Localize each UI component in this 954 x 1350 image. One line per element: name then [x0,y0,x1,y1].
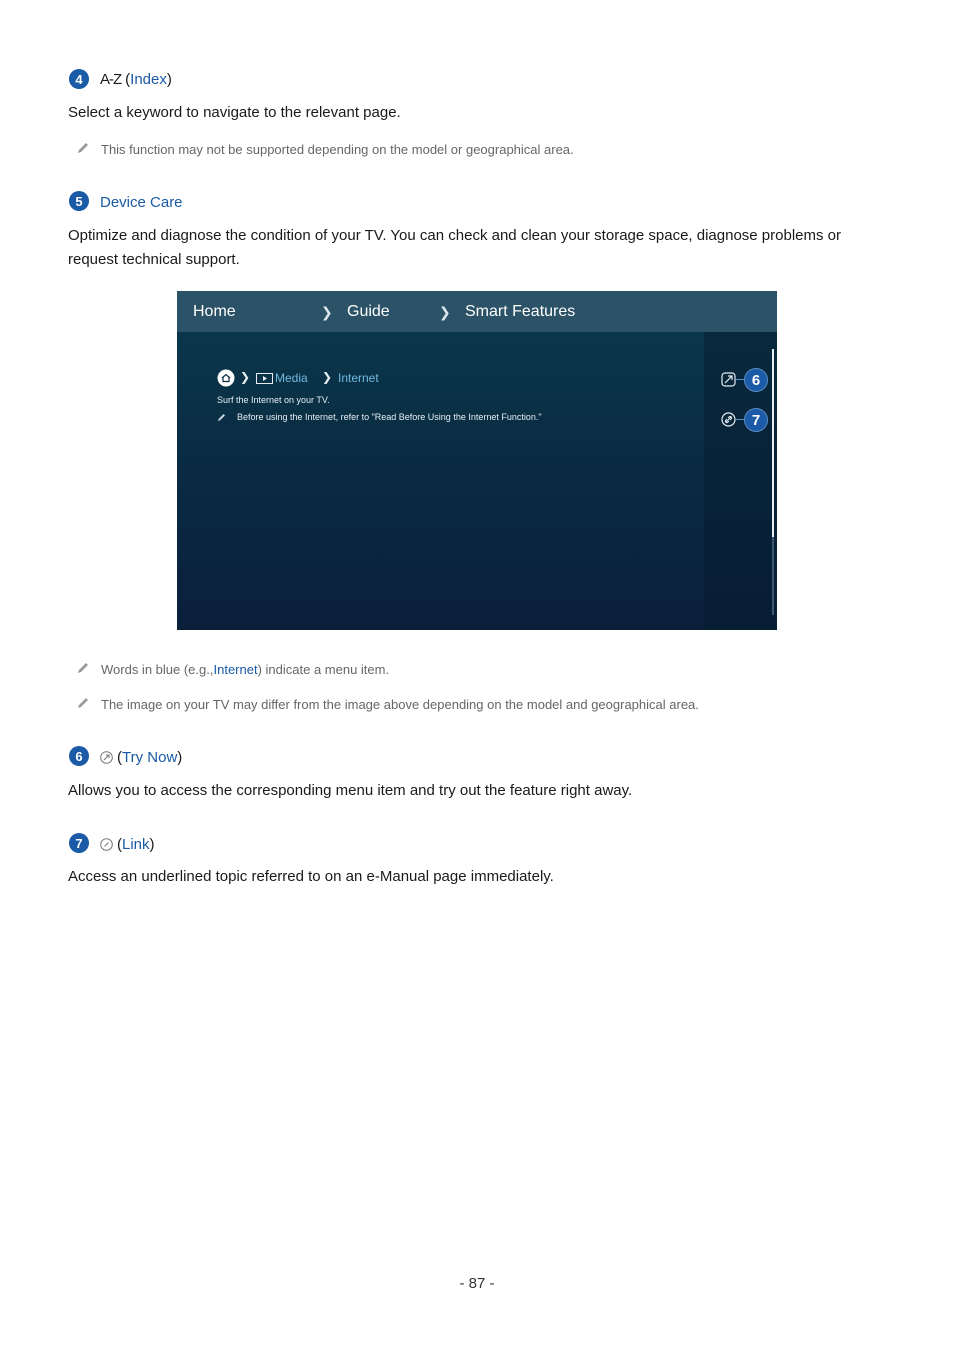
section-5-heading [100,194,183,211]
section-6-description: Allows you to access the corresponding menu item and try out the feature right away. [68,782,633,799]
media-icon [256,373,273,384]
section-7-description: Access an underlined topic referred to on an e-Manual page immediately. [68,868,554,885]
section-4-description: Select a keyword to navigate to the relevant page. [68,104,401,121]
tv-nav-guide[interactable]: Guide [347,303,390,320]
breadcrumb-media[interactable]: Media [275,371,308,385]
blue-words-note [101,662,389,677]
try-now-icon[interactable] [721,372,736,387]
section-6-heading [100,749,182,766]
image-differs-note: The image on your TV may differ from the image above depending on the model and geographical area. [101,697,699,712]
note-text: ) indicate a menu item. [257,662,390,677]
chevron-right-icon: ❯ [321,304,333,320]
scrollbar-track [772,537,774,615]
section-5-description-line1: Optimize and diagnose the condition of your TV. You can check and clean your storage space, diagnose problems or [68,227,841,244]
section-4-note: This function may not be supported depending on the model or geographical area. [101,142,574,157]
chevron-right-icon: ❯ [240,370,251,384]
try-now-link[interactable]: Try Now [122,749,178,766]
section-4-title: (Index) [125,71,172,88]
section-6-number-badge: 6 [69,746,89,766]
chevron-right-icon: ❯ [439,304,451,320]
callout-badge-7: 7 [744,408,768,432]
tv-nav-bar [177,291,777,332]
link-icon[interactable] [721,412,736,427]
section-5-number-badge: 5 [69,191,89,211]
section-7-title: (Link) [117,836,155,853]
tv-nav-home[interactable]: Home [193,303,236,320]
index-link[interactable]: Index [130,71,167,88]
pencil-icon [76,696,90,710]
scrollbar-thumb[interactable] [772,349,774,537]
device-care-link[interactable]: Device Care [100,194,183,211]
section-4-number-badge: 4 [69,69,89,89]
page-number: - 87 - [459,1275,495,1292]
section-7-number-badge: 7 [69,833,89,853]
section-5-description-line2: request technical support. [68,251,240,268]
tv-nav-smart-features[interactable]: Smart Features [465,303,576,320]
az-icon: A-Z [100,71,122,88]
section-4-heading [100,71,172,88]
internet-example-link: Internet [213,662,258,677]
link-link[interactable]: Link [122,836,150,853]
callout-badge-6: 6 [744,368,768,392]
pencil-icon [76,141,90,155]
pencil-icon [76,661,90,675]
link-icon [100,838,113,851]
section-6-title: (Try Now) [117,749,183,766]
home-icon[interactable] [217,369,235,387]
chevron-right-icon: ❯ [322,370,333,384]
tv-note: Before using the Internet, refer to "Read Before Using the Internet Function." [237,412,542,422]
tv-screenshot [177,291,777,630]
pencil-icon [217,413,226,422]
try-now-icon [100,751,113,764]
section-7-heading [100,836,155,853]
note-text: Words in blue (e.g., [101,662,214,677]
tv-summary: Surf the Internet on your TV. [217,395,330,405]
breadcrumb-internet[interactable]: Internet [338,371,379,385]
